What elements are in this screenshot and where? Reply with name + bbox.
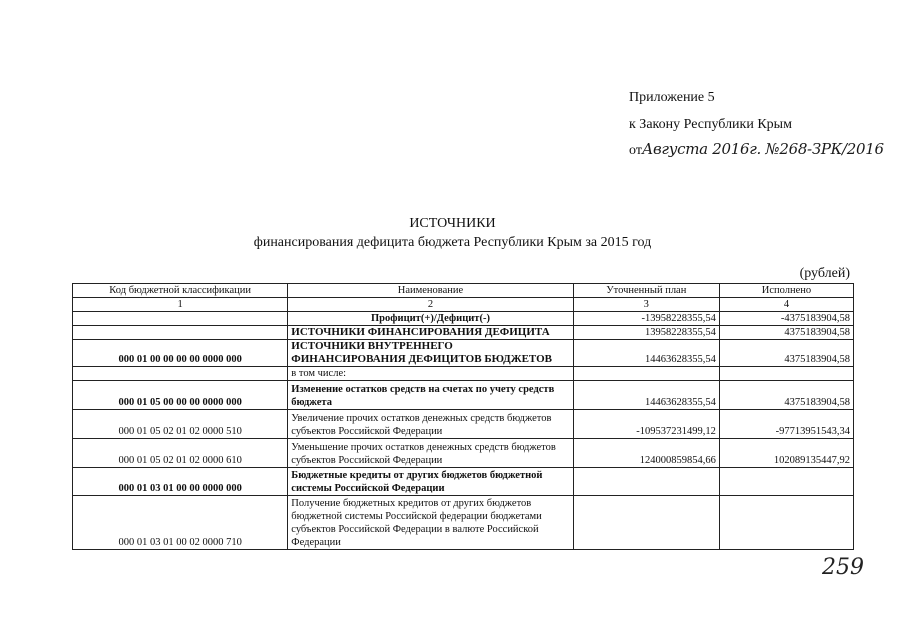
table-row (73, 381, 854, 410)
row-plan: 124000859854,66 (573, 439, 719, 468)
row-done: 4375183904,58 (719, 340, 853, 367)
row-code (73, 326, 288, 340)
row-plan: 13958228355,54 (573, 326, 719, 340)
row-plan (573, 496, 719, 550)
row-done: -97713951543,34 (719, 410, 853, 439)
row-done (719, 367, 853, 381)
row-plan: 14463628355,54 (573, 340, 719, 367)
row-name: в том числе: (288, 367, 573, 381)
row-name: Профицит(+)/Дефицит(-) (288, 312, 573, 326)
row-code: 000 01 03 01 00 02 0000 710 (73, 496, 288, 550)
appendix-number: Приложение 5 (629, 90, 715, 105)
handwritten-page-number: 259 (822, 555, 864, 580)
table-row (73, 410, 854, 439)
row-plan: 14463628355,54 (573, 381, 719, 410)
row-code (73, 312, 288, 326)
row-code: 000 01 03 01 00 00 0000 000 (73, 468, 288, 496)
appendix-date-line (629, 140, 884, 159)
row-name: ИСТОЧНИКИ ФИНАНСИРОВАНИЯ ДЕФИЦИТА (288, 326, 573, 340)
table-row (73, 439, 854, 468)
appendix-date-prefix: от (629, 143, 642, 158)
header-name: Наименование (288, 284, 573, 298)
row-done: 4375183904,58 (719, 326, 853, 340)
header-done: Исполнено (719, 284, 853, 298)
column-number: 4 (719, 298, 853, 312)
table-row (73, 367, 854, 381)
column-number: 1 (73, 298, 288, 312)
document-subtitle: финансирования дефицита бюджета Республики Крым за 2015 год (253, 235, 652, 250)
row-plan: -109537231499,12 (573, 410, 719, 439)
units-label: (рублей) (799, 266, 850, 281)
row-done: 102089135447,92 (719, 439, 853, 468)
row-name: Уменьшение прочих остатков денежных средств бюджетов субъектов Российской Федерации (288, 439, 573, 468)
row-code: 000 01 05 02 01 02 0000 610 (73, 439, 288, 468)
row-code: 000 01 05 00 00 00 0000 000 (73, 381, 288, 410)
row-code: 000 01 00 00 00 00 0000 000 (73, 340, 288, 367)
row-code: 000 01 05 02 01 02 0000 510 (73, 410, 288, 439)
row-name: Изменение остатков средств на счетах по учету средств бюджета (288, 381, 573, 410)
row-done: -4375183904,58 (719, 312, 853, 326)
appendix-law: к Закону Республики Крым (629, 117, 792, 132)
row-name: ИСТОЧНИКИ ВНУТРЕННЕГО ФИНАНСИРОВАНИЯ ДЕФИЦИТОВ БЮДЖЕТОВ (288, 340, 573, 367)
table-row (73, 496, 854, 550)
row-plan (573, 367, 719, 381)
table-row (73, 340, 854, 367)
financing-sources-table (72, 283, 854, 550)
row-plan (573, 468, 719, 496)
row-name: Получение бюджетных кредитов от других бюджетов бюджетной системы Российской федерации бюджетами субъектов Российской Федерации в валюте Российской Федерации (288, 496, 573, 550)
table-column-numbers-row (73, 298, 854, 312)
row-name: Бюджетные кредиты от других бюджетов бюджетной системы Российской Федерации (288, 468, 573, 496)
header-code: Код бюджетной классификации (73, 284, 288, 298)
table-row (73, 468, 854, 496)
column-number: 3 (573, 298, 719, 312)
row-done (719, 468, 853, 496)
handwritten-date-number: Августа 2016г. №268-ЗРК/2016 (641, 140, 884, 158)
row-done (719, 496, 853, 550)
row-code (73, 367, 288, 381)
header-plan: Уточненный план (573, 284, 719, 298)
row-name: Увеличение прочих остатков денежных средств бюджетов субъектов Российской Федерации (288, 410, 573, 439)
table-row (73, 326, 854, 340)
table-row (73, 312, 854, 326)
column-number: 2 (288, 298, 573, 312)
table-header-row (73, 284, 854, 298)
document-title: ИСТОЧНИКИ (409, 216, 496, 231)
row-done: 4375183904,58 (719, 381, 853, 410)
row-plan: -13958228355,54 (573, 312, 719, 326)
